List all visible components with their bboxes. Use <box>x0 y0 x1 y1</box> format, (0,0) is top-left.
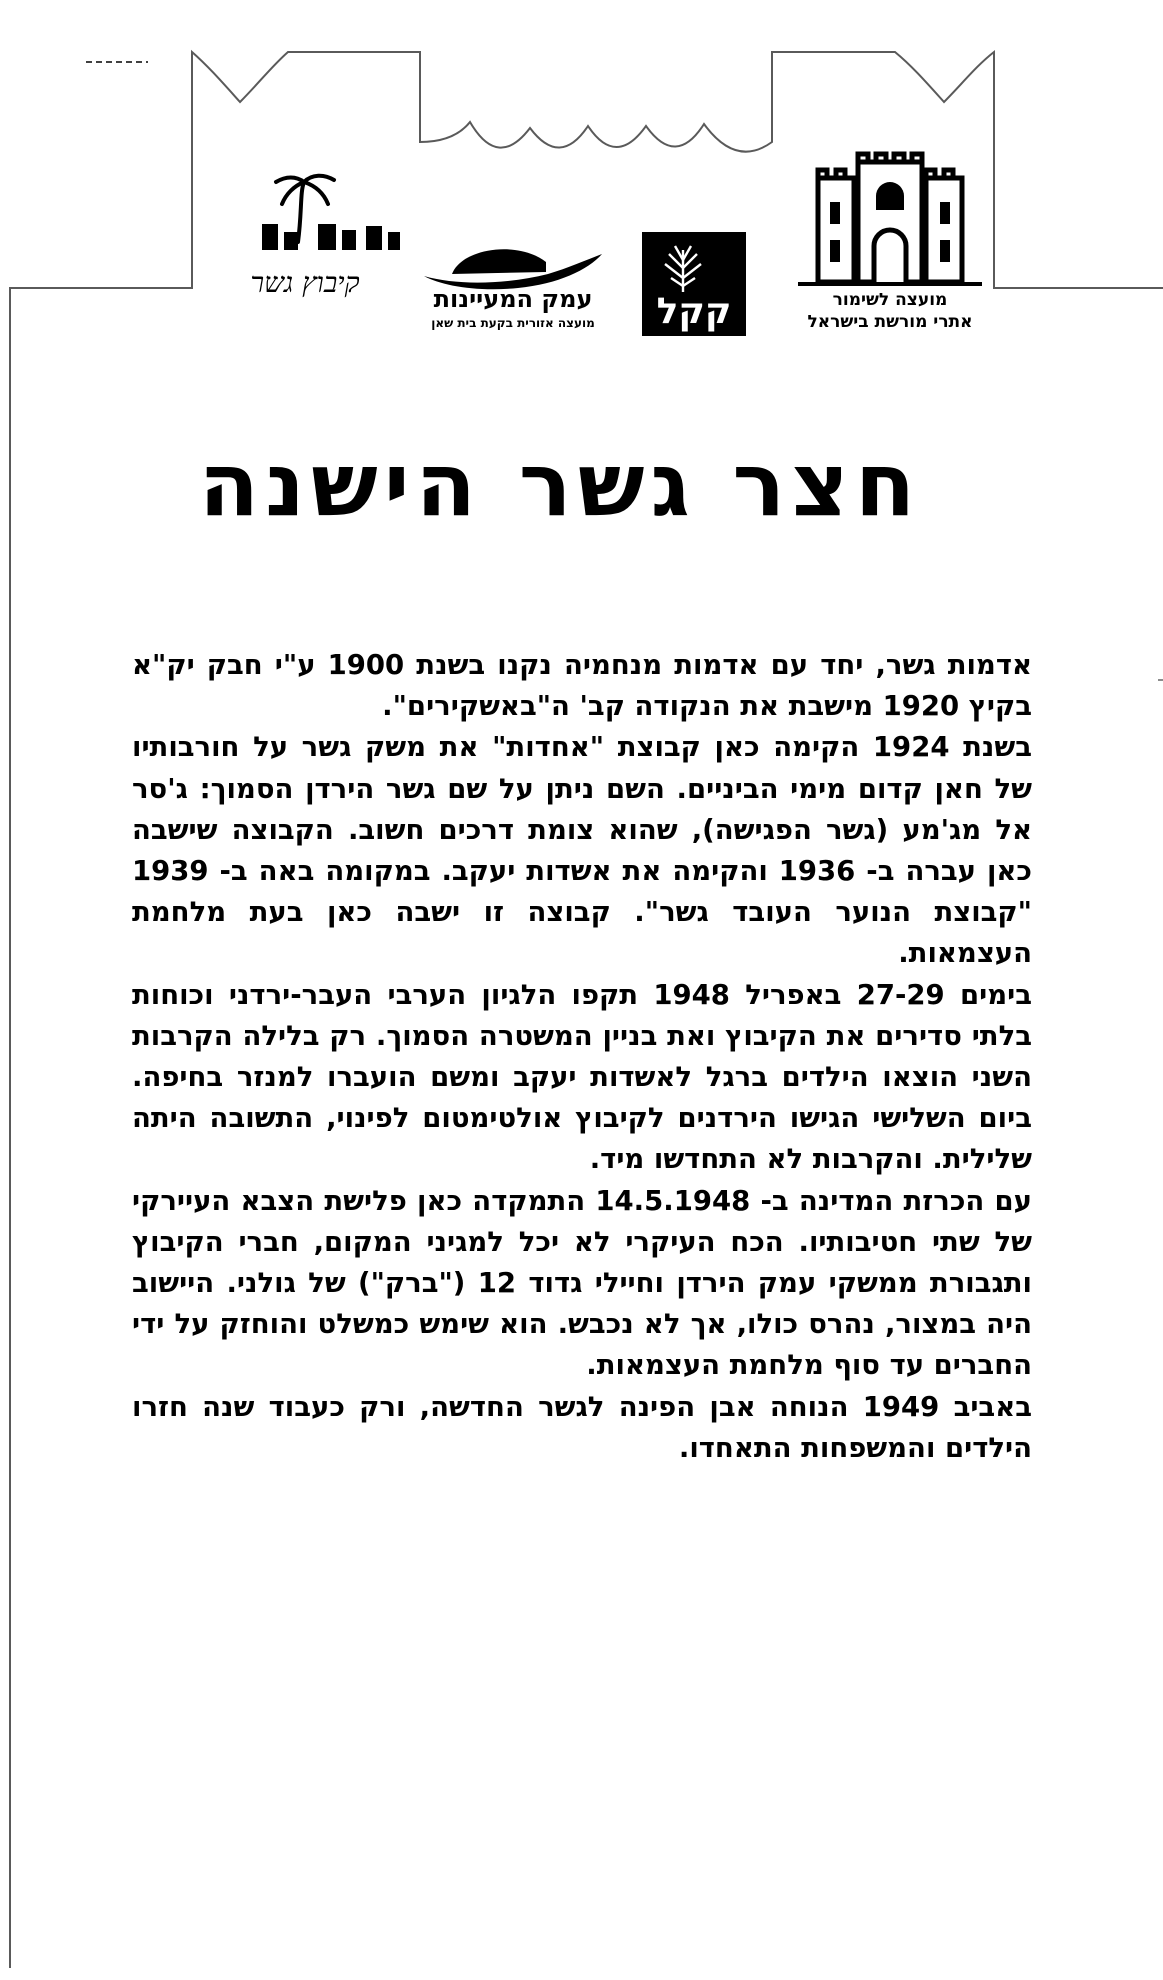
heritage-council-logo <box>790 150 990 340</box>
paragraph-april-1948: בימים 27-29 באפריל 1948 תקפו הלגיון הערבי העבר-ירדני וכוחות בלתי סדירים את הקיבוץ ואת בניין המשטרה הסמוך. רק בלילה הקרבות השני הוצאו הילדים ברגל לאשדות יעקב ומשם הועברו למנזר בחיפה. ביום השלישי הגישו הירדנים לקיבוץ אולטימטום לפינוי, התשובה היתה שלילית. והקרבות לא התחדשו מיד. <box>132 978 1032 1176</box>
paragraph-1949: באביב 1949 הנוחה אבן הפינה לגשר החדשה, ורק כעבוד שנה חזרו הילדים והמשפחות התאחדו. <box>132 1390 1032 1464</box>
valley-council-logo <box>418 240 608 340</box>
logos-bar <box>0 0 1163 360</box>
kkl-logo <box>642 232 746 336</box>
heritage-council-line2: אתרי מורשת בישראל <box>807 312 973 332</box>
tree-icon <box>658 238 708 294</box>
valley-council-subtitle: מועצה אזורית בקעת בית שאן <box>431 316 595 330</box>
castle-icon <box>790 150 990 290</box>
paragraph-land-purchase: אדמות גשר, יחד עם אדמות מנחמיה נקנו בשנת 1900 ע"י חבק יק"א בקיץ 1920 מישבת את הנקודה קב' ה"באשקירים". <box>132 649 1033 723</box>
palm-tree-icon <box>200 172 410 272</box>
sign-title: חצר גשר הישנה <box>198 433 922 536</box>
hills-icon <box>418 240 608 290</box>
sign-body <box>132 645 1032 1469</box>
kkl-text: קקל <box>656 291 732 332</box>
heritage-council-line1: מועצה לשימור <box>832 290 948 310</box>
kibbutz-gesher-text: קיבוץ גשר <box>250 266 360 299</box>
paragraph-founding: בשנת 1924 הקימה כאן קבוצת "אחדות" את משק גשר על חורבותיו של חאן קדום מימי הביניים. השם ניתן על שם גשר הירדן הסמוך: ג'סר אל מג'מע (גשר הפגישה), שהוא צומת דרכים חשוב. הקבוצה שישבה כאן עברה ב- 1936 והקימה את אשדות יעקב. במקומה באה ב- 1939 "קבוצת הנוער העובד גשר". קבוצה זו ישבה כאן בעת מלחמת העצמאות. <box>132 731 1032 970</box>
valley-council-name: עמק המעיינות <box>433 285 593 313</box>
paragraph-may-1948: עם הכרזת המדינה ב- 14.5.1948 התמקדה כאן פלישת הצבא העיירקי של שתי חטיבותיו. הכח העיקרי לא יכל למגיני המקום, חברי הקיבוץ ותגבורת ממשקי עמק הירדן וחיילי גדוד 12 ("ברק") של גולני. היישוב היה במצור, נהרס כולו, אך לא נכבש. הוא שימש כמשלט והוחזק על ידי החברים עד סוף מלחמת העצמאות. <box>132 1184 1032 1382</box>
kibbutz-gesher-logo <box>200 172 410 322</box>
